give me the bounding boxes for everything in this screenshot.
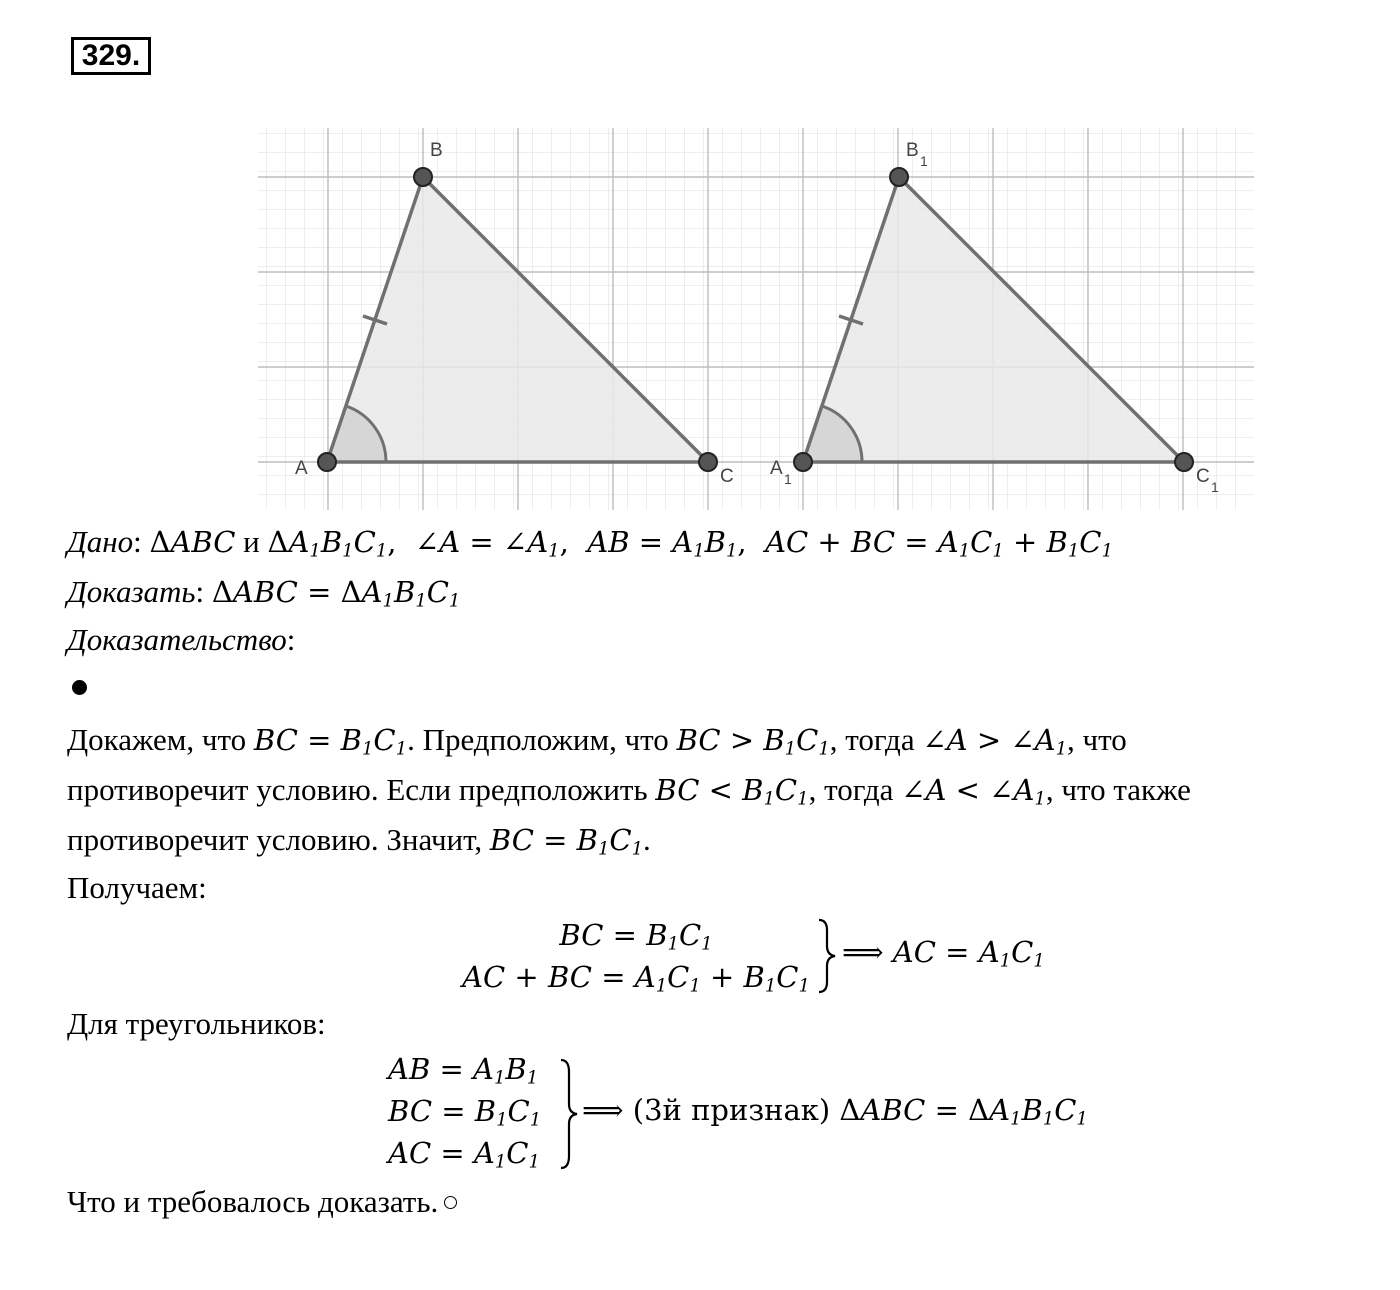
proof-label: Доказательство	[67, 622, 287, 657]
triangles-figure	[0, 0, 1400, 520]
for-triangles-line: Для треугольников:	[67, 1006, 326, 1041]
vertex-c1-sub: 1	[1211, 479, 1219, 495]
vertex-a-label: A	[295, 458, 308, 479]
criterion-text: (3й признак)	[632, 1093, 831, 1127]
vertex-c-label: C	[720, 466, 734, 487]
system-2-result: ⟹ (3й признак) $\Delta ABC = \Delta A_1B_1C_1$	[582, 1093, 1088, 1130]
and-word: и	[243, 524, 260, 559]
proof-heading: Доказательство:	[67, 622, 296, 657]
vertex-b1-sub: 1	[920, 153, 928, 169]
system-1: BC = $B_1C_1$ AC + BC = $A_1C_1 + B_1C_1$	[462, 918, 810, 997]
prove-label: Доказать	[67, 574, 196, 609]
proof-paragraph-line-3: противоречит условию. Значит, BC = $B_1C_1$.	[67, 822, 651, 860]
get-line: Получаем:	[67, 870, 207, 905]
prove-line: Доказать: $\Delta ABC = \Delta A_1B_1C_1$	[67, 574, 461, 612]
vertex-c1-label: C	[1196, 466, 1210, 487]
proof-paragraph-line-1: Докажем, что BC = $B_1C_1$. Предположим, что BC > $B_1C_1$, тогда ∠A > $\angle A_1$, что	[67, 722, 1127, 760]
system-2: AB = $A_1B_1$ BC = $B_1C_1$ AC = $A_1C_1$	[388, 1052, 542, 1173]
given-line: Дано: ΔABC и $\Delta A_1B_1C_1$, ∠A = $\angle A_1$, AB = $A_1B_1$, AC + BC = $A_1C_1 + B_1C_1$	[67, 524, 1113, 562]
vertex-b-label: B	[430, 140, 443, 161]
problem-number: 329.	[71, 37, 151, 75]
system-1-result: ⟹ AC = $A_1C_1$	[842, 935, 1045, 972]
bullet	[72, 680, 87, 695]
qed-line: Что и требовалось доказать.	[67, 1182, 457, 1222]
right-brace-1	[816, 918, 838, 994]
proof-paragraph-line-2: противоречит условию. Если предположить BC < $B_1C_1$, тогда ∠A < $\angle A_1$, что также	[67, 772, 1191, 810]
vertex-b1-label: B	[906, 140, 919, 161]
vertex-a1-sub: 1	[784, 471, 792, 487]
qed-circle-icon	[444, 1196, 457, 1209]
vertex-a1-label: A	[770, 458, 783, 479]
right-brace-2	[558, 1058, 580, 1170]
given-label: Дано	[67, 524, 134, 559]
